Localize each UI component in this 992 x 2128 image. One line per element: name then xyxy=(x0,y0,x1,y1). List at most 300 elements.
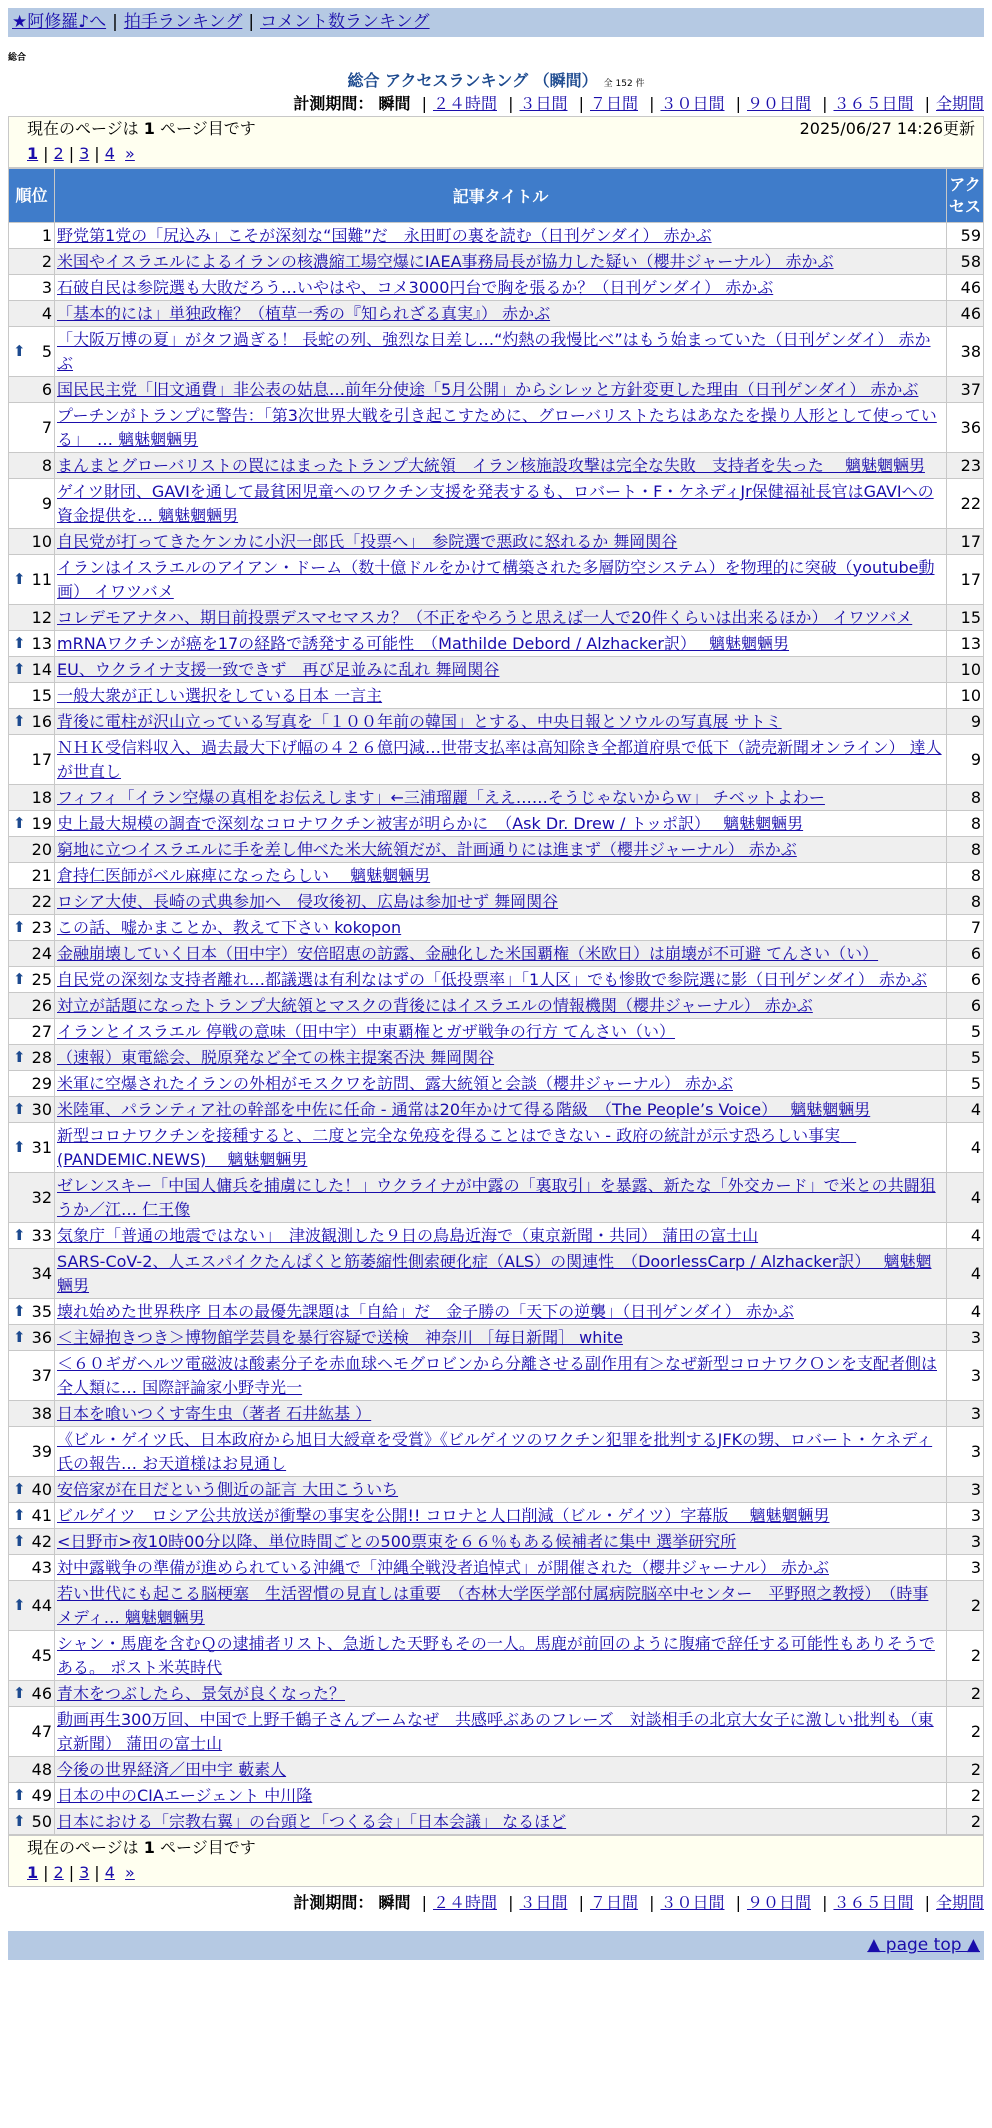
article-title-link[interactable]: ビルゲイツ ロシア公共放送が衝撃の事実を公開!! コロナと人口削減（ビル・ゲイツ）字幕版 魑魅魍魎男 xyxy=(57,1505,830,1525)
access-count: 4 xyxy=(947,1223,984,1249)
rank-number: 40 xyxy=(31,1480,52,1499)
page-title xyxy=(0,70,992,92)
access-count: 3 xyxy=(947,1503,984,1529)
period-30d-link[interactable]: ３０日間 xyxy=(660,1893,725,1912)
table-row xyxy=(9,1097,984,1123)
rank-cell xyxy=(9,1681,55,1707)
period-selector-bottom xyxy=(0,1891,984,1915)
period-separator: | xyxy=(508,1893,514,1912)
pager-separator: | xyxy=(94,1863,100,1882)
title-cell xyxy=(55,1427,947,1477)
home-link[interactable]: ★阿修羅♪へ xyxy=(12,12,107,32)
access-count: 3 xyxy=(947,1529,984,1555)
access-count: 23 xyxy=(947,453,984,479)
article-title-link[interactable]: 気象庁「普通の地震ではない」 津波観測した９日の鳥島近海で（東京新聞・共同） 蒲田の富士山 xyxy=(57,1225,759,1245)
article-title-link[interactable]: 対立が話題になったトランプ大統領とマスクの背後にはイスラエルの情報機関（櫻井ジャーナル） 赤かぶ xyxy=(57,995,813,1015)
period-365d-link[interactable]: ３６５日間 xyxy=(833,1893,914,1912)
title-cell xyxy=(55,889,947,915)
article-title-link[interactable]: 米陸軍、パランティア社の幹部を中佐に任命 - 通常は20年かけて得る階級 （The People’s Voice） 魑魅魍魎男 xyxy=(57,1099,871,1119)
up-arrow-icon: ⬆ xyxy=(13,1786,26,1804)
access-count: 22 xyxy=(947,479,984,529)
access-count: 9 xyxy=(947,709,984,735)
up-arrow-icon: ⬆ xyxy=(13,1048,26,1066)
up-arrow-icon: ⬆ xyxy=(13,1480,26,1498)
ranking-table-body xyxy=(9,223,984,1835)
period-90d-link[interactable]: ９０日間 xyxy=(746,1893,811,1912)
period-separator: | xyxy=(822,94,828,113)
current-page-text xyxy=(27,1836,256,1860)
rank-number: 11 xyxy=(31,570,52,589)
page-2-link[interactable]: 2 xyxy=(53,144,64,163)
rank-cell xyxy=(9,529,55,555)
access-count: 46 xyxy=(947,275,984,301)
table-row xyxy=(9,941,984,967)
article-title-link[interactable]: mRNAワクチンが癌を17の経路で誘発する可能性 （Mathilde Debord / Alzhacker訳） 魑魅魍魎男 xyxy=(57,633,790,653)
access-count: 3 xyxy=(947,1401,984,1427)
article-title-link[interactable]: 金融崩壊していく日本（田中宇）安倍昭恵の訪露、金融化した米国覇権（米欧日）は崩壊が不可避 てんさい（い） xyxy=(57,943,879,963)
article-title-link[interactable]: 自民党が打ってきたケンカに小沢一郎氏「投票へ」 参院選で悪政に怒れるか 舞岡関谷 xyxy=(57,531,678,551)
page-title-text: 総合 アクセスランキング （瞬間） xyxy=(347,71,598,90)
rank-number: 6 xyxy=(41,380,52,399)
rank-number: 5 xyxy=(41,342,52,361)
article-title-link[interactable]: 新型コロナワクチンを接種すると、二度と完全な免疫を得ることはできない - 政府の統計が示す恐ろしい事実 (PANDEMIC.NEWS) 魑魅魍魎男 xyxy=(57,1125,857,1169)
title-cell xyxy=(55,967,947,993)
rank-cell xyxy=(9,275,55,301)
article-title-link[interactable]: コレデモアナタハ、期日前投票デスマセマスカ？（不正をやろうと思えば一人で20件くらいは出来るほか） イワツバメ xyxy=(57,607,913,627)
rank-number: 29 xyxy=(31,1074,52,1093)
rank-number: 50 xyxy=(31,1812,52,1831)
title-cell xyxy=(55,1809,947,1835)
table-row xyxy=(9,1757,984,1783)
article-title-link[interactable]: ＮＨＫ受信料収入、過去最大下げ幅の４２６億円減…世帯支払率は高知除き全都道府県で低下（読売新聞オンライン） 達人が世直し xyxy=(57,737,942,781)
nav-separator: | xyxy=(248,12,255,32)
rank-cell xyxy=(9,967,55,993)
rank-cell xyxy=(9,1555,55,1581)
rank-cell xyxy=(9,555,55,605)
article-title-link[interactable]: 「基本的には」単独政権？（植草一秀の『知られざる真実』） 赤かぶ xyxy=(57,303,551,323)
article-title-link[interactable]: 石破自民は参院選も大敗だろう…いやはや、コメ3000円台で胸を張るか？（日刊ゲンダイ） 赤かぶ xyxy=(57,277,774,297)
article-title-link[interactable]: 動画再生300万回、中国で上野千鶴子さんブームなぜ 共感呼ぶあのフレーズ 対談相手の北京大女子に激しい批判も（東京新聞） 蒲田の富士山 xyxy=(57,1709,934,1753)
title-cell xyxy=(55,1555,947,1581)
rank-cell xyxy=(9,889,55,915)
rank-cell xyxy=(9,1249,55,1299)
up-arrow-icon: ⬆ xyxy=(13,712,26,730)
next-page-link[interactable]: » xyxy=(125,1863,135,1882)
title-cell xyxy=(55,683,947,709)
rank-cell xyxy=(9,863,55,889)
rank-number: 14 xyxy=(31,660,52,679)
article-title-link[interactable]: 背後に電柱が沢山立っている写真を「１００年前の韓国」とする、中央日報とソウルの写真展 サトミ xyxy=(57,711,782,731)
title-cell xyxy=(55,1173,947,1223)
period-separator: | xyxy=(578,1893,584,1912)
period-3d-link[interactable]: ３日間 xyxy=(519,1893,568,1912)
period-current: 瞬間 xyxy=(378,1893,411,1912)
title-cell xyxy=(55,327,947,377)
access-count: 6 xyxy=(947,967,984,993)
pagination-top xyxy=(27,141,975,167)
rank-number: 34 xyxy=(31,1264,52,1283)
title-cell xyxy=(55,249,947,275)
access-count: 46 xyxy=(947,301,984,327)
title-cell xyxy=(55,1529,947,1555)
page-3-link[interactable]: 3 xyxy=(79,1863,90,1882)
rank-cell xyxy=(9,1173,55,1223)
article-title-link[interactable]: 今後の世界経済／田中宇 藪素人 xyxy=(57,1759,287,1779)
page-suffix: ページ目です xyxy=(160,119,256,138)
rank-number: 12 xyxy=(31,608,52,627)
page-3-link[interactable]: 3 xyxy=(79,144,90,163)
access-count: 3 xyxy=(947,1325,984,1351)
access-count: 4 xyxy=(947,1173,984,1223)
access-count: 7 xyxy=(947,915,984,941)
rank-number: 3 xyxy=(41,278,52,297)
table-row xyxy=(9,327,984,377)
title-cell xyxy=(55,1401,947,1427)
bottom-bar xyxy=(8,1931,984,1960)
rank-column-header: 順位 xyxy=(9,169,55,223)
rank-number: 37 xyxy=(31,1366,52,1385)
rank-number: 36 xyxy=(31,1328,52,1347)
article-title-link[interactable]: この話、嘘かまことか、教えて下さい kokopon xyxy=(57,917,402,937)
rank-number: 25 xyxy=(31,970,52,989)
access-count: 17 xyxy=(947,529,984,555)
table-row xyxy=(9,863,984,889)
page-prefix: 現在のページは xyxy=(27,1838,139,1857)
rank-number: 44 xyxy=(31,1596,52,1615)
title-cell xyxy=(55,993,947,1019)
period-7d-link[interactable]: ７日間 xyxy=(589,1893,638,1912)
title-cell xyxy=(55,1581,947,1631)
article-title-link[interactable]: 「大阪万博の夏」がタフ過ぎる！ 長蛇の列、強烈な日差し…“灼熱の我慢比べ”はもう始まっていた（日刊ゲンダイ） 赤かぶ xyxy=(57,329,931,373)
page-suffix: ページ目です xyxy=(160,1838,256,1857)
rank-cell xyxy=(9,1707,55,1757)
access-count: 2 xyxy=(947,1681,984,1707)
up-arrow-icon: ⬆ xyxy=(13,342,26,360)
rank-cell xyxy=(9,301,55,327)
page-info-bottom xyxy=(8,1835,984,1887)
up-arrow-icon: ⬆ xyxy=(13,1596,26,1614)
page-number: 1 xyxy=(143,1838,155,1857)
table-row xyxy=(9,605,984,631)
article-title-link[interactable]: ロシア大使、長崎の式典参加へ 侵攻後初、広島は参加せず 舞岡関谷 xyxy=(57,891,559,911)
table-row xyxy=(9,403,984,453)
page-number: 1 xyxy=(143,119,155,138)
period-all-link[interactable]: 全期間 xyxy=(935,1893,984,1912)
period-separator: | xyxy=(421,94,427,113)
period-separator: | xyxy=(822,1893,828,1912)
access-count: 3 xyxy=(947,1477,984,1503)
title-cell xyxy=(55,1019,947,1045)
rank-number: 48 xyxy=(31,1760,52,1779)
article-title-link[interactable]: 対中露戦争の準備が進められている沖縄で「沖縄全戦没者追悼式」が開催された（櫻井ジャーナル） 赤かぶ xyxy=(57,1557,829,1577)
period-24h-link[interactable]: ２４時間 xyxy=(432,1893,497,1912)
table-row xyxy=(9,1325,984,1351)
period-24h-link[interactable]: ２４時間 xyxy=(432,94,497,113)
rank-cell xyxy=(9,735,55,785)
period-3d-link[interactable]: ３日間 xyxy=(519,94,568,113)
period-90d-link[interactable]: ９０日間 xyxy=(746,94,811,113)
rank-cell xyxy=(9,1427,55,1477)
up-arrow-icon: ⬆ xyxy=(13,1302,26,1320)
title-cell xyxy=(55,735,947,785)
table-row xyxy=(9,915,984,941)
rank-cell xyxy=(9,1299,55,1325)
up-arrow-icon: ⬆ xyxy=(13,1684,26,1702)
page-1-link[interactable]: 1 xyxy=(27,144,39,163)
table-row xyxy=(9,709,984,735)
article-title-link[interactable]: 米国やイスラエルによるイランの核濃縮工場空爆にIAEA事務局長が協力した疑い（櫻井ジャーナル） 赤かぶ xyxy=(57,251,834,271)
next-page-link[interactable]: » xyxy=(125,144,135,163)
page-prefix: 現在のページは xyxy=(27,119,139,138)
article-title-link[interactable]: 野党第1党の「尻込み」こそが深刻な“国難”だ 永田町の裏を読む（日刊ゲンダイ） 赤かぶ xyxy=(57,225,712,245)
period-separator: | xyxy=(735,94,741,113)
page-4-link[interactable]: 4 xyxy=(104,1863,115,1882)
title-cell xyxy=(55,811,947,837)
table-row xyxy=(9,1477,984,1503)
article-title-link[interactable]: 日本の中のCIAエージェント 中川隆 xyxy=(57,1785,313,1805)
access-count: 4 xyxy=(947,1123,984,1173)
page-4-link[interactable]: 4 xyxy=(104,144,115,163)
period-all-link[interactable]: 全期間 xyxy=(935,94,984,113)
rank-number: 38 xyxy=(31,1404,52,1423)
access-count: 8 xyxy=(947,863,984,889)
page-top-link[interactable]: ▲ page top ▲ xyxy=(867,1935,980,1955)
article-title-link[interactable]: プーチンがトランプに警告：「第3次世界大戦を引き起こすために、グローバリストたちはあなたを操り人形として使っている」 … 魑魅魍魎男 xyxy=(57,405,937,449)
article-title-link[interactable]: 一般大衆が正しい選択をしている日本 一言主 xyxy=(57,685,383,705)
rank-cell xyxy=(9,1477,55,1503)
table-row xyxy=(9,1401,984,1427)
access-count: 5 xyxy=(947,1071,984,1097)
rank-cell xyxy=(9,479,55,529)
rank-number: 13 xyxy=(31,634,52,653)
rank-cell xyxy=(9,327,55,377)
article-title-link[interactable]: 壊れ始めた世界秩序 日本の最優先課題は「自給」だ 金子勝の「天下の逆襲」（日刊ゲンダイ） 赤かぶ xyxy=(57,1301,794,1321)
table-row xyxy=(9,1783,984,1809)
title-cell xyxy=(55,605,947,631)
table-row xyxy=(9,1071,984,1097)
table-row xyxy=(9,735,984,785)
period-separator: | xyxy=(924,1893,930,1912)
article-title-link[interactable]: 安倍家が在日だという側近の証言 大田こういち xyxy=(57,1479,399,1499)
rank-cell xyxy=(9,1097,55,1123)
rank-number: 21 xyxy=(31,866,52,885)
title-cell xyxy=(55,863,947,889)
title-cell xyxy=(55,785,947,811)
table-row xyxy=(9,1427,984,1477)
up-arrow-icon: ⬆ xyxy=(13,634,26,652)
title-cell xyxy=(55,1351,947,1401)
table-row xyxy=(9,249,984,275)
title-column-header: 記事タイトル xyxy=(55,169,947,223)
rank-number: 9 xyxy=(41,494,52,513)
table-row xyxy=(9,1581,984,1631)
table-row xyxy=(9,1529,984,1555)
table-row xyxy=(9,785,984,811)
article-title-link[interactable]: （速報）東電総会、脱原発など全ての株主提案否決 舞岡関谷 xyxy=(57,1047,495,1067)
period-separator: | xyxy=(924,94,930,113)
access-count: 2 xyxy=(947,1809,984,1835)
rank-number: 46 xyxy=(31,1684,52,1703)
access-count: 13 xyxy=(947,631,984,657)
table-row xyxy=(9,1351,984,1401)
article-title-link[interactable]: ゲイツ財団、GAVIを通して最貧困児童へのワクチン支援を発表するも、ロバート・F・ケネディJr保健福祉長官はGAVIへの資金提供を… 魑魅魍魎男 xyxy=(57,481,934,525)
article-title-link[interactable]: 窮地に立つイスラエルに手を差し伸べた米大統領だが、計画通りには進まず（櫻井ジャーナル） 赤かぶ xyxy=(57,839,797,859)
access-count: 2 xyxy=(947,1783,984,1809)
period-7d-link[interactable]: ７日間 xyxy=(589,94,638,113)
period-30d-link[interactable]: ３０日間 xyxy=(660,94,725,113)
access-count: 15 xyxy=(947,605,984,631)
rank-number: 10 xyxy=(31,532,52,551)
period-label: 計測期間： xyxy=(293,1893,374,1912)
pager-separator: | xyxy=(43,144,49,163)
rank-cell xyxy=(9,377,55,403)
page-2-link[interactable]: 2 xyxy=(53,1863,64,1882)
table-row xyxy=(9,889,984,915)
table-row xyxy=(9,1223,984,1249)
rank-number: 45 xyxy=(31,1646,52,1665)
title-cell xyxy=(55,1071,947,1097)
pager-separator: | xyxy=(43,1863,49,1882)
access-count: 3 xyxy=(947,1427,984,1477)
clap-ranking-link[interactable]: 拍手ランキング xyxy=(123,12,243,32)
rank-number: 1 xyxy=(41,226,52,245)
access-count: 3 xyxy=(947,1555,984,1581)
rank-number: 22 xyxy=(31,892,52,911)
table-row xyxy=(9,1809,984,1835)
article-title-link[interactable]: 国民民主党「旧文通費」非公表の姑息…前年分使途「5月公開」からシレッと方針変更した理由（日刊ゲンダイ） 赤かぶ xyxy=(57,379,919,399)
table-row xyxy=(9,301,984,327)
rank-cell xyxy=(9,1809,55,1835)
article-title-link[interactable]: 倉持仁医師がベル麻痺になったらしい 魑魅魍魎男 xyxy=(57,865,431,885)
rank-cell xyxy=(9,1581,55,1631)
rank-cell xyxy=(9,837,55,863)
article-title-link[interactable]: EU、ウクライナ支援一致できず 再び足並みに乱れ 舞岡関谷 xyxy=(57,659,500,679)
up-arrow-icon: ⬆ xyxy=(13,918,26,936)
up-arrow-icon: ⬆ xyxy=(13,1138,26,1156)
rank-cell xyxy=(9,1529,55,1555)
table-row xyxy=(9,1173,984,1223)
table-row xyxy=(9,1631,984,1681)
article-title-link[interactable]: 若い世代にも起こる脳梗塞 生活習慣の見直しは重要 （杏林大学医学部付属病院脳卒中センター 平野照之教授） （時事メディ… 魑魅魍魎男 xyxy=(57,1583,929,1627)
rank-number: 32 xyxy=(31,1188,52,1207)
rank-cell xyxy=(9,453,55,479)
article-title-link[interactable]: フィフィ「イラン空爆の真相をお伝えします」←三浦瑠麗「ええ……そうじゃないからｗ」 チベットよわー xyxy=(57,787,825,807)
category-label: 総合 xyxy=(8,53,27,63)
table-row xyxy=(9,555,984,605)
rank-number: 8 xyxy=(41,456,52,475)
title-cell xyxy=(55,403,947,453)
article-title-link[interactable]: ＜６０ギガヘルツ電磁波は酸素分子を赤血球ヘモグロビンから分離させる副作用有＞なぜ新型コロナワクＯンを支配者側は全人類に… 国際評論家小野寺光一 xyxy=(57,1353,938,1397)
rank-cell xyxy=(9,605,55,631)
access-count: 6 xyxy=(947,993,984,1019)
table-row xyxy=(9,1707,984,1757)
period-current: 瞬間 xyxy=(378,94,411,113)
top-nav-bar xyxy=(8,8,984,37)
up-arrow-icon: ⬆ xyxy=(13,660,26,678)
article-title-link[interactable]: 青木をつぶしたら、景気が良くなった？ xyxy=(57,1683,346,1703)
rank-number: 24 xyxy=(31,944,52,963)
up-arrow-icon: ⬆ xyxy=(13,814,26,832)
period-separator: | xyxy=(508,94,514,113)
rank-number: 4 xyxy=(41,304,52,323)
up-arrow-icon: ⬆ xyxy=(13,1812,26,1830)
article-title-link[interactable]: シャン・馬鹿を含むＱの逮捕者リスト、急逝した天野もその一人。馬鹿が前回のように腹痛で辞任する可能性もありそうである。 ポスト米英時代 xyxy=(57,1633,935,1677)
access-count: 4 xyxy=(947,1299,984,1325)
rank-number: 26 xyxy=(31,996,52,1015)
title-cell xyxy=(55,555,947,605)
article-title-link[interactable]: ＜主婦抱きつき＞博物館学芸員を暴行容疑で送検 神奈川 ［毎日新聞］ white xyxy=(57,1327,623,1347)
count-column-header: アクセス xyxy=(947,169,984,223)
title-cell xyxy=(55,1681,947,1707)
article-title-link[interactable]: 史上最大規模の調査で深刻なコロナワクチン被害が明らかに （Ask Dr. Drew / トッポ訳） 魑魅魍魎男 xyxy=(57,813,804,833)
article-title-link[interactable]: 日本を喰いつくす寄生虫（著者 石井紘基 ） xyxy=(57,1403,372,1423)
article-title-link[interactable]: 《ビル・ゲイツ氏、日本政府から旭日大綬章を受賞》《ビルゲイツのワクチン犯罪を批判するJFKの甥、ロバート・ケネディ氏の報告… お天道様はお見通し xyxy=(57,1429,933,1473)
rank-number: 31 xyxy=(31,1138,52,1157)
article-title-link[interactable]: まんまとグローバリストの罠にはまったトランプ大統領 イラン核施設攻撃は完全な失敗 支持者を失った 魑魅魍魎男 xyxy=(57,455,925,475)
period-selector-top xyxy=(0,92,984,116)
table-row xyxy=(9,453,984,479)
access-count: 2 xyxy=(947,1631,984,1681)
title-cell xyxy=(55,1223,947,1249)
table-row xyxy=(9,1045,984,1071)
rank-cell xyxy=(9,1757,55,1783)
period-365d-link[interactable]: ３６５日間 xyxy=(833,94,914,113)
access-count: 38 xyxy=(947,327,984,377)
rank-cell xyxy=(9,1503,55,1529)
table-row xyxy=(9,683,984,709)
rank-cell xyxy=(9,1071,55,1097)
table-row xyxy=(9,967,984,993)
access-count: 4 xyxy=(947,1249,984,1299)
pager-separator: | xyxy=(68,1863,75,1882)
title-cell xyxy=(55,631,947,657)
rank-cell xyxy=(9,631,55,657)
article-title-link[interactable]: ゼレンスキー「中国人傭兵を捕虜にした！」ウクライナが中露の「裏取引」を暴露、新たな「外交カード」で米との共闘狙うか／江… 仁王像 xyxy=(57,1175,936,1219)
article-title-link[interactable]: 米軍に空爆されたイランの外相がモスクワを訪問、露大統領と会談（櫻井ジャーナル） 赤かぶ xyxy=(57,1073,733,1093)
access-count: 2 xyxy=(947,1707,984,1757)
updated-timestamp: 2025/06/27 14:26更新 xyxy=(799,119,975,138)
pager-separator: | xyxy=(68,144,75,163)
pagination-bottom xyxy=(27,1860,975,1886)
article-title-link[interactable]: SARS-CoV-2、人エスパイクたんぱくと筋萎縮性側索硬化症（ALS）の関連性 （DoorlessCarp / Alzhacker訳） 魑魅魍魎男 xyxy=(57,1251,932,1295)
rank-cell xyxy=(9,1223,55,1249)
access-count: 8 xyxy=(947,811,984,837)
article-title-link[interactable]: イランはイスラエルのアイアン・ドーム（数十億ドルをかけて構築された多層防空システム）を物理的に突破（youtube動画） イワツバメ xyxy=(57,557,935,601)
rank-number: 16 xyxy=(31,712,52,731)
article-title-link[interactable]: <日野市>夜10時00分以降、単位時間ごとの500票束を６６％もある候補者に集中 選挙研究所 xyxy=(57,1531,737,1551)
rank-cell xyxy=(9,1401,55,1427)
title-cell xyxy=(55,1045,947,1071)
rank-number: 2 xyxy=(41,252,52,271)
page-1-link[interactable]: 1 xyxy=(27,1863,39,1882)
rank-cell xyxy=(9,1325,55,1351)
article-title-link[interactable]: イランとイスラエル 停戦の意味（田中宇）中東覇権とガザ戦争の行方 てんさい（い） xyxy=(57,1021,676,1041)
comment-ranking-link[interactable]: コメント数ランキング xyxy=(260,12,430,32)
access-count: 8 xyxy=(947,889,984,915)
access-count: 5 xyxy=(947,1019,984,1045)
article-title-link[interactable]: 日本における「宗教右翼」の台頭と「つくる会」「日本会議」 なるほど xyxy=(57,1811,567,1831)
rank-number: 27 xyxy=(31,1022,52,1041)
access-count: 2 xyxy=(947,1757,984,1783)
article-title-link[interactable]: 自民党の深刻な支持者離れ…都議選は有利なはずの「低投票率」「1人区」でも惨敗で参院選に影（日刊ゲンダイ） 赤かぶ xyxy=(57,969,927,989)
period-separator: | xyxy=(735,1893,741,1912)
up-arrow-icon: ⬆ xyxy=(13,1506,26,1524)
access-count: 36 xyxy=(947,403,984,453)
rank-number: 35 xyxy=(31,1302,52,1321)
rank-cell xyxy=(9,249,55,275)
title-cell xyxy=(55,1757,947,1783)
period-label: 計測期間： xyxy=(293,94,374,113)
